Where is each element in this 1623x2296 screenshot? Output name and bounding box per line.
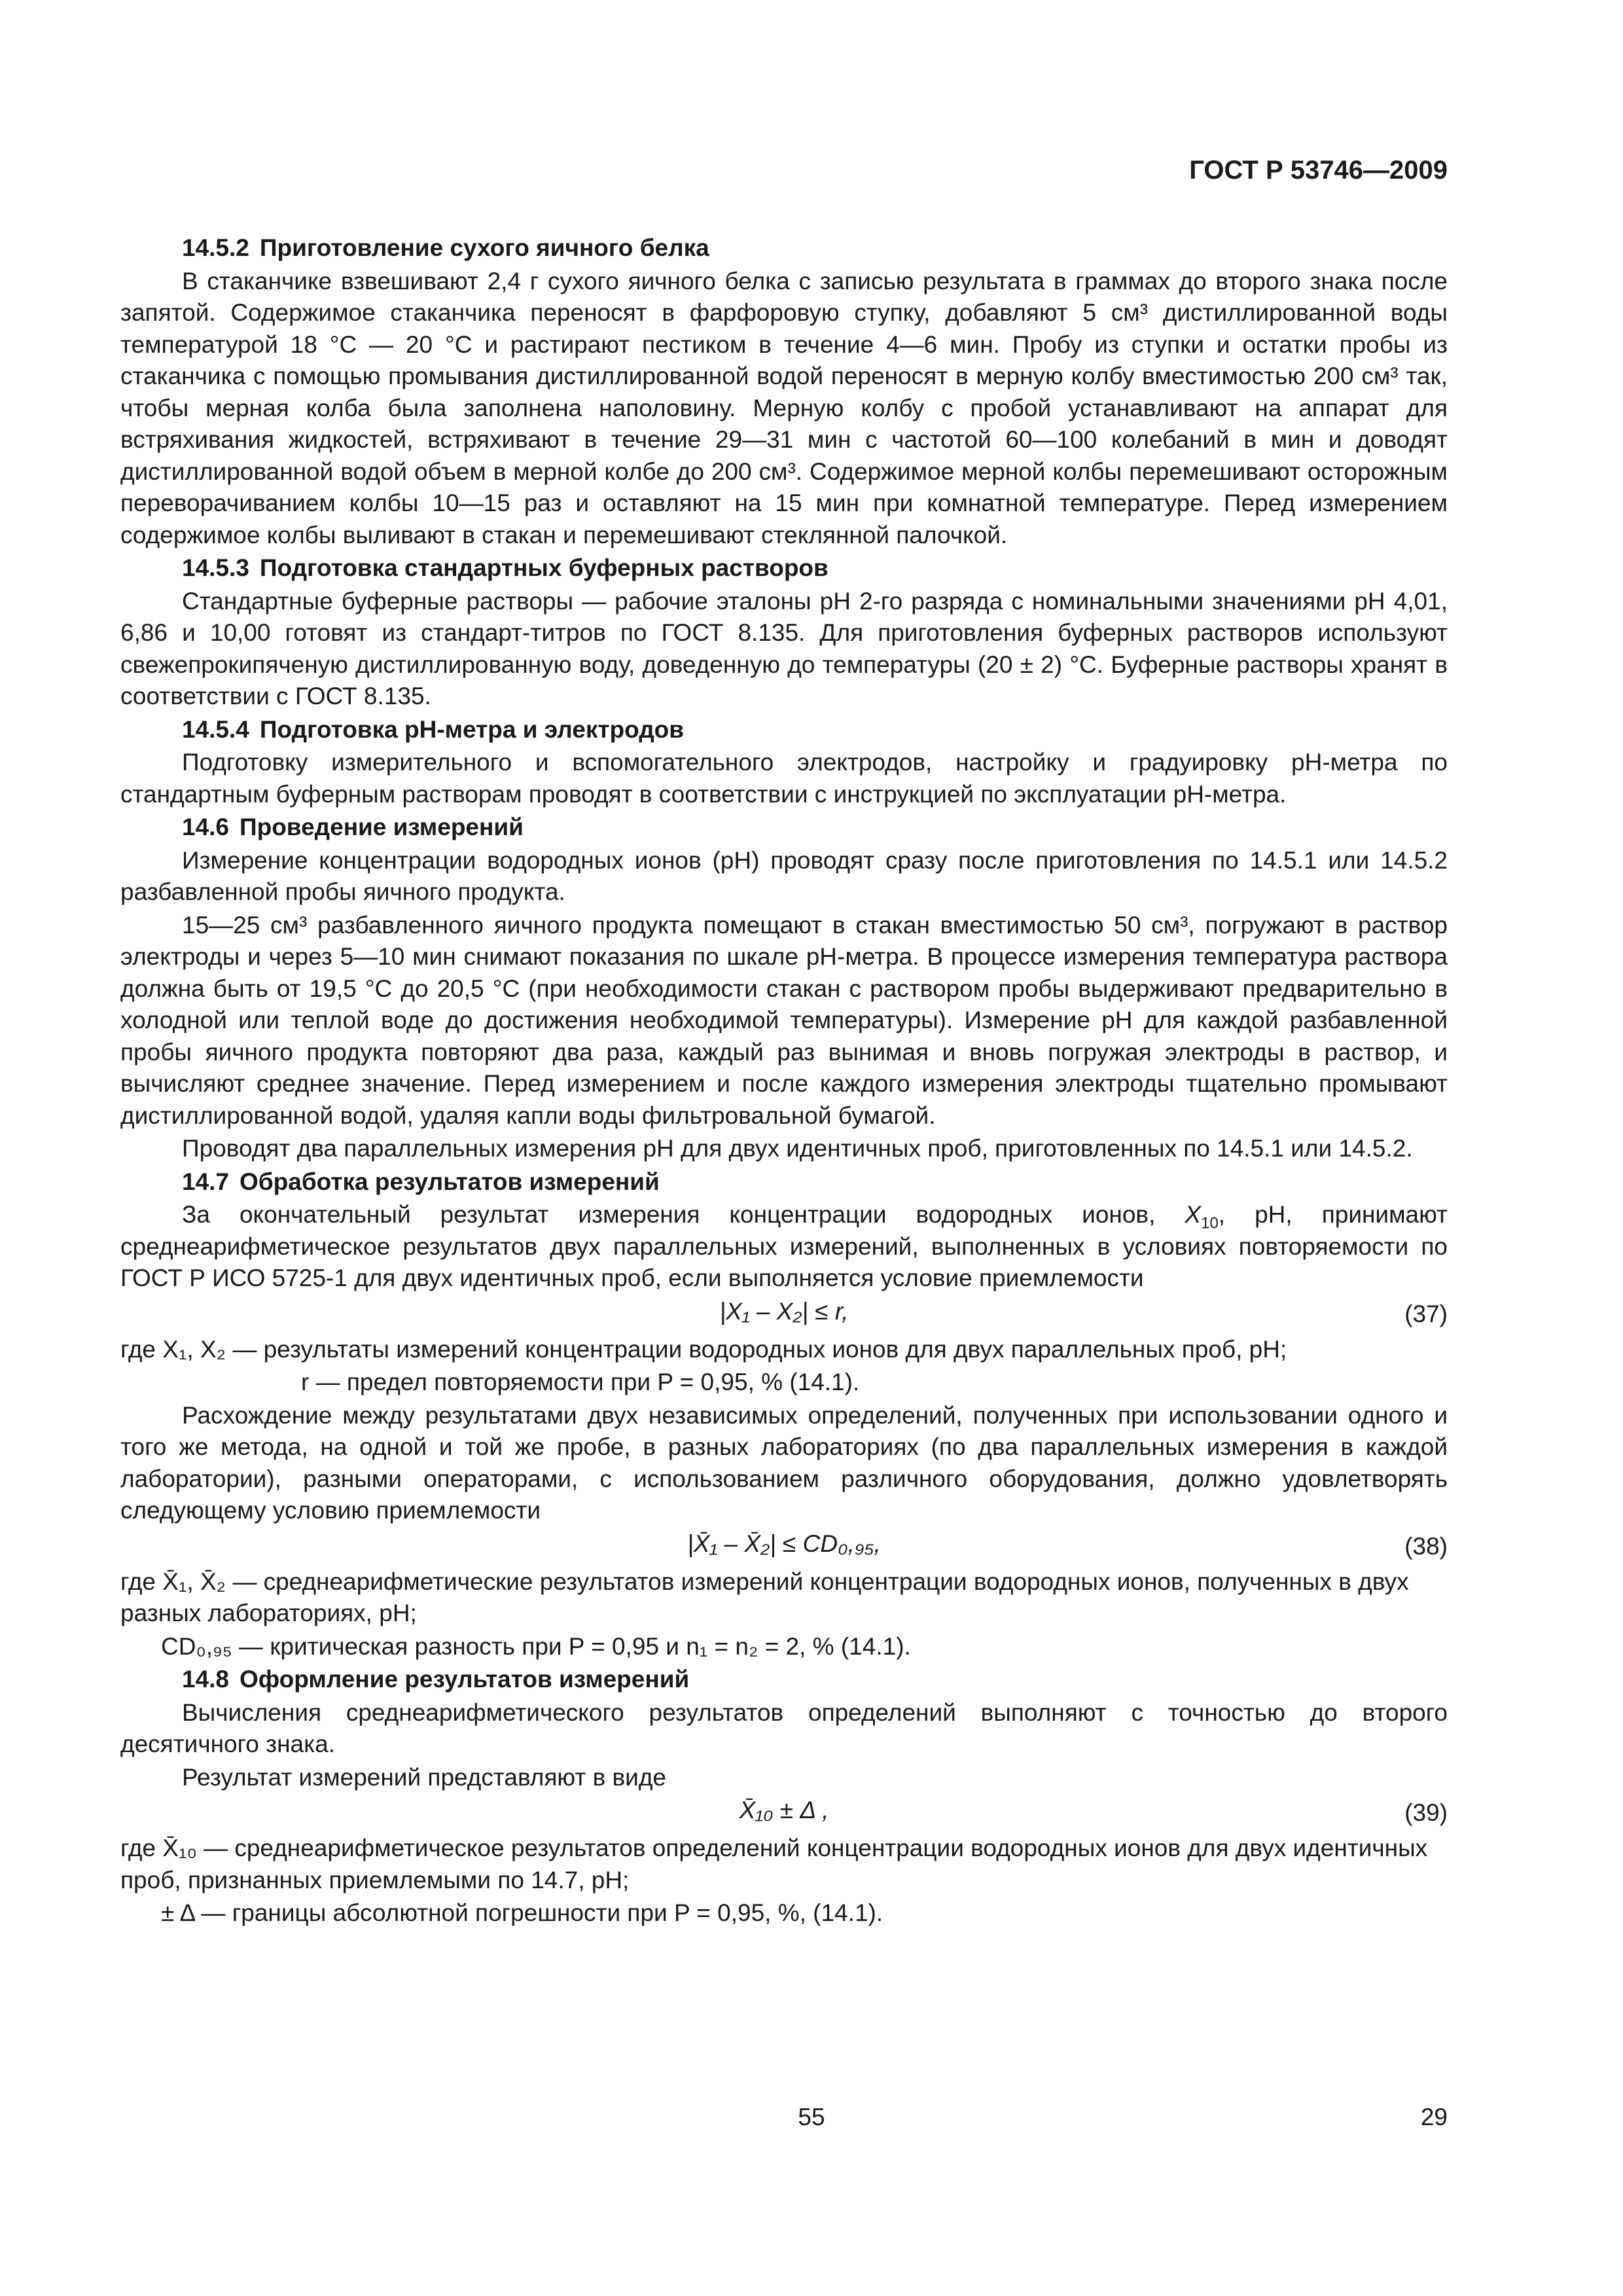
paragraph: В стаканчике взвешивают 2,4 г сухого яичного белка с записью результата в граммах до второго знака после запятой. Содержимое стаканчика переносят в фарфоровую ступку, добавляют 5 см³ дистиллированной воды температурой 18 °С — 20 °С и растирают пестиком в течение 4—6 мин. Пробу из ступки и остатки пробы из стаканчика с помощью промывания дистиллированной водой переносят в мерную колбу вместимостью 200 см³ так, чтобы мерная колба была заполнена наполовину. Мерную колбу с пробой устанавливают на аппарат для встряхивания жидкостей, встряхивают в течение 29—31 мин с частотой 60—100 колебаний в мин и доводят дистиллированной водой объем в мерной колбе до 200 см³. Содержимое мерной колбы перемешивают осторожным переворачиванием колбы 10—15 раз и оставляют на 15 мин при комнатной температуре. Перед измерением содержимое колбы выливают в стакан и перемешивают стеклянной палочкой. — [120, 267, 1448, 548]
section-heading-14-7 — [120, 1166, 1448, 1198]
where-clause: ± Δ — границы абсолютной погрешности при P = 0,95, %, (14.1). — [161, 1899, 883, 1926]
equation-formula: |X₁ – X₂| ≤ r, — [719, 1297, 849, 1325]
page-number-center: 55 — [798, 2104, 825, 2130]
section-heading-14-8 — [120, 1664, 1448, 1696]
paragraph: Стандартные буферные растворы — рабочие эталоны рН 2-го разряда с номинальными значениями рН 4,01, 6,86 и 10,00 готовят из стандарт-титров по ГОСТ 8.135. Для приготовления буферных растворов используют свежепрокипяченую дистиллированную воду, доведенную до температуры (20 ± 2) °С. Буферные растворы хранят в соответствии с ГОСТ 8.135. — [120, 587, 1448, 709]
section-title: Оформление результатов измерений — [240, 1666, 690, 1693]
section-title: Подготовка стандартных буферных растворов — [259, 554, 829, 581]
where-clause: r — предел повторяемости при P = 0,95, % (14.1). — [301, 1369, 860, 1395]
section-title: Обработка результатов измерений — [240, 1168, 660, 1195]
equation-39 — [120, 1795, 1448, 1833]
section-number: 14.5.2 — [182, 234, 249, 261]
paragraph: Измерение концентрации водородных ионов (рН) проводят сразу после приготовления по 14.5.1 или 14.5.2 разбавленной пробы яичного продукта. — [120, 846, 1448, 905]
section-heading-14-6 — [120, 812, 1448, 844]
section-title: Приготовление сухого яичного белка — [259, 234, 709, 261]
paragraph: Вычисления среднеарифметического результатов определений выполняют с точностью до второго десятичного знака. — [120, 1698, 1448, 1757]
paragraph — [120, 1199, 1448, 1295]
equation-38 — [120, 1528, 1448, 1566]
section-number: 14.7 — [182, 1168, 230, 1195]
section-heading-14-5-4 — [120, 714, 1448, 746]
variable: X — [1185, 1201, 1202, 1228]
equation-number: (37) — [1404, 1300, 1448, 1327]
paragraph: 15—25 см³ разбавленного яичного продукта помещают в стакан вместимостью 50 см³, погружают в раствор электроды и через 5—10 мин снимают показания по шкале рН-метра. В процессе измерения температура раствора должна быть от 19,5 °С до 20,5 °С (при необходимости стакан с раствором пробы выдерживают предварительно в холодной или теплой воде до достижения необходимой температуры). Измерение рН для каждой разбавленной пробы яичного продукта повторяют два раза, каждый раз вынимая и вновь погружая электроды в раствор, и вычисляют среднее значение. Перед измерением и после каждого измерения электроды тщательно промывают дистиллированной водой, удаляя капли воды фильтровальной бумагой. — [120, 911, 1448, 1129]
equation-number: (39) — [1404, 1799, 1448, 1826]
where-clause: где X₁, X₂ — результаты измерений концентрации водородных ионов для двух параллельных проб, рН; — [120, 1335, 1287, 1363]
section-number: 14.5.4 — [182, 715, 249, 743]
document-body — [120, 232, 1448, 1931]
equation-formula: X̄₁₀ ± Δ , — [739, 1797, 829, 1823]
page-number-right: 29 — [1420, 2104, 1448, 2130]
paragraph: Подготовку измерительного и вспомогательного электродов, настройку и градуировку рН-метра по стандартным буферным растворам проводят в соответствии с инструкцией по эксплуатации рН-метра. — [120, 749, 1448, 808]
where-clause: где X̄₁₀ — среднеарифметическое результатов определений концентрации водородных ионов для двух идентичных проб, признанных приемлемыми по 14.7, рН; — [120, 1835, 1428, 1893]
paragraph: Результат измерений представляют в виде — [182, 1763, 666, 1791]
subscript: 10 — [1201, 1214, 1219, 1232]
section-heading-14-5-2 — [120, 232, 1448, 264]
text-run: , рН, принимают среднеарифметическое результатов двух параллельных измерений, выполненных в условиях повторяемости по ГОСТ Р ИСО 5725-1 для двух идентичных проб, если выполняется условие приемлемости — [120, 1201, 1448, 1291]
paragraph: Проводят два параллельных измерения рН для двух идентичных проб, приготовленных по 14.5.1 или 14.5.2. — [182, 1135, 1413, 1162]
section-title: Проведение измерений — [240, 814, 524, 840]
document-header-standard: ГОСТ Р 53746—2009 — [1189, 156, 1448, 185]
equation-formula: |X̄₁ – X̄₂| ≤ CD₀,₉₅, — [687, 1530, 881, 1557]
section-number: 14.6 — [182, 814, 230, 840]
section-number: 14.5.3 — [182, 554, 249, 581]
text-run: За окончательный результат измерения концентрации водородных ионов, — [182, 1201, 1185, 1228]
where-clause: CD₀,₉₅ — критическая разность при P = 0,95 и n₁ = n₂ = 2, % (14.1). — [161, 1632, 911, 1660]
section-heading-14-5-3 — [120, 552, 1448, 584]
where-clause: где X̄₁, X̄₂ — среднеарифметические результатов измерений концентрации водородных ионов, полученных в двух разных лабораториях, рН; — [120, 1568, 1409, 1626]
equation-number: (38) — [1404, 1532, 1448, 1560]
section-title: Подготовка рН-метра и электродов — [259, 715, 685, 743]
paragraph: Расхождение между результатами двух независимых определений, полученных при использовании одного и того же метода, на одной и той же пробе, в разных лабораториях (по два параллельных измерения в каждой лаборатории), разными операторами, с использованием различного оборудования, должно удовлетворять следующему условию приемлемости — [120, 1401, 1448, 1524]
equation-37 — [120, 1296, 1448, 1334]
section-number: 14.8 — [182, 1666, 230, 1693]
